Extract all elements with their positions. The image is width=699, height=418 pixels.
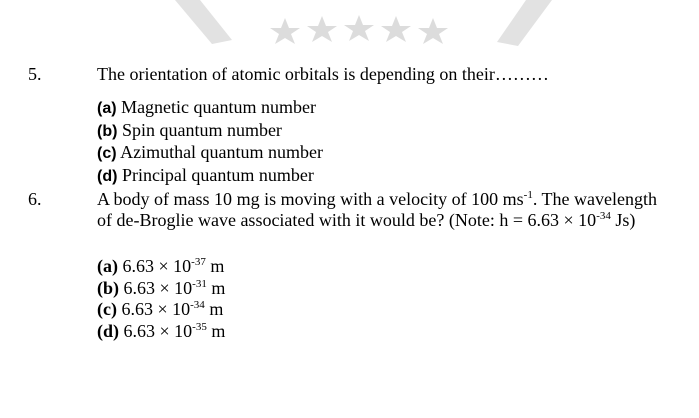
option-exponent: -31 (192, 277, 207, 290)
question-6-number: 6. (28, 189, 42, 209)
star-icon (381, 16, 411, 42)
option-text: Azimuthal quantum number (120, 142, 324, 162)
option-c[interactable] (97, 299, 225, 321)
question-6-options (97, 256, 225, 342)
option-unit: m (206, 277, 226, 298)
watermark-right-stroke (497, 0, 552, 46)
option-label: (b) (97, 277, 119, 298)
option-d[interactable] (97, 321, 225, 343)
option-c[interactable] (97, 142, 323, 165)
question-5-text: The orientation of atomic orbitals is depending on their……… (97, 64, 549, 84)
option-exponent: -37 (191, 256, 206, 268)
option-a[interactable] (97, 256, 225, 278)
option-text: Spin quantum number (121, 119, 282, 140)
question-5-number: 5. (28, 64, 42, 84)
star-icon (307, 16, 337, 42)
option-unit: m (205, 256, 225, 276)
option-b[interactable] (97, 120, 323, 143)
watermark-stars (270, 15, 448, 44)
option-text: Principal quantum number (121, 164, 314, 185)
option-d[interactable] (97, 165, 323, 188)
option-label: (b) (97, 122, 118, 140)
question-6-text-part2: . The wavelength of de-Broglie wave associated with it would be? (Note: h = 6.63 × 10 (97, 189, 657, 230)
option-label: (c) (97, 145, 117, 162)
option-b[interactable] (97, 278, 225, 300)
option-label: (c) (97, 299, 117, 319)
watermark-left-stroke (175, 0, 232, 44)
option-a[interactable] (97, 97, 323, 120)
question-6-text-part3: Js) (610, 210, 636, 230)
watermark-logo (0, 0, 699, 70)
question-5-options (97, 97, 323, 187)
option-unit: m (206, 320, 226, 341)
question-6-text-part1: A body of mass 10 mg is moving with a velocity of 100 ms (97, 189, 524, 209)
option-unit: m (204, 299, 224, 319)
option-label: (d) (97, 167, 118, 185)
option-label: (a) (97, 100, 117, 117)
question-6-exponent-2: -34 (596, 210, 611, 222)
question-6-exponent-1: -1 (523, 189, 533, 201)
option-value: 6.63 × 10 (123, 320, 193, 341)
option-label: (d) (97, 320, 119, 341)
option-value: 6.63 × 10 (122, 256, 192, 276)
option-exponent: -35 (192, 320, 207, 333)
star-icon (418, 18, 448, 44)
option-value: 6.63 × 10 (121, 299, 191, 319)
option-value: 6.63 × 10 (123, 277, 193, 298)
star-icon (344, 15, 374, 41)
option-label: (a) (97, 256, 118, 276)
option-text: Magnetic quantum number (121, 97, 317, 117)
option-exponent: -34 (190, 299, 205, 311)
star-icon (270, 18, 300, 44)
question-6-text (97, 189, 657, 231)
